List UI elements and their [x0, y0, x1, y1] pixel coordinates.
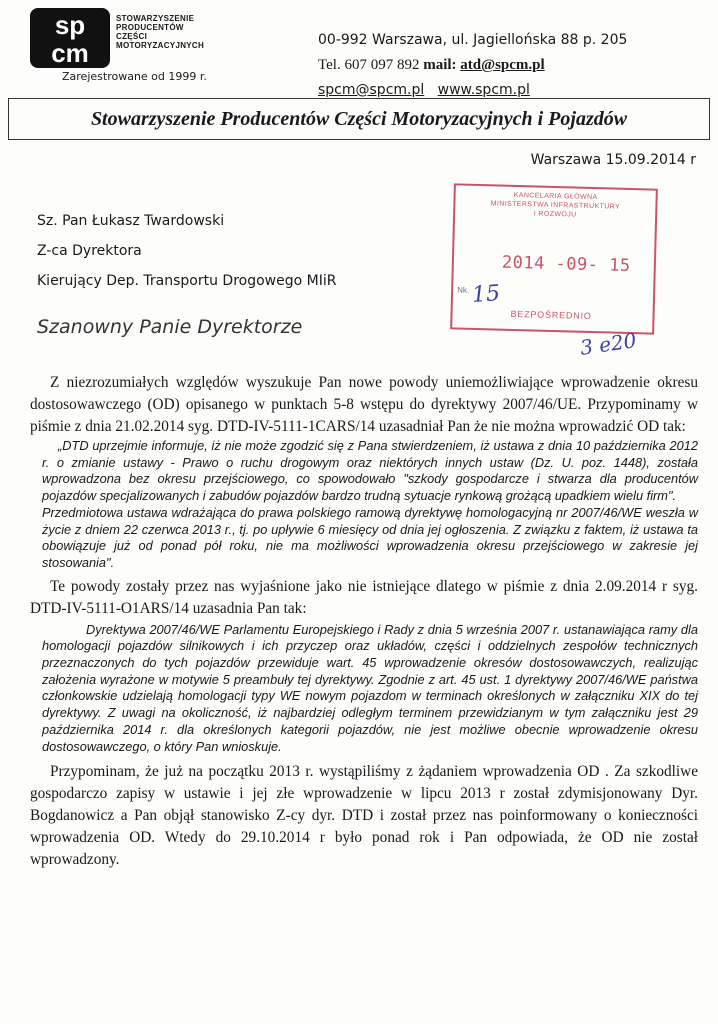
organization-banner [8, 98, 710, 140]
organization-full-name: Stowarzyszenie Producentów Części Motoryzacyjnych i Pojazdów [90, 107, 628, 130]
spcm-logo [30, 8, 110, 68]
body-paragraph-2: Te powody zostały przez nas wyjaśnione jako nie istniejące dlatego w piśmie z dnia 2.09.2014 r syg. DTD-IV-5111-O1ARS/14 uzasadnia Pan tak: [30, 577, 698, 617]
letter-date: Warszawa 15.09.2014 r [530, 152, 696, 168]
quote-1b: Przedmiotowa ustawa wdrażająca do prawa polskiego ramową dyrektywę homologacyjną nr 2007/46/WE weszła w życie z dniem 22 czerwca 2013 r., tj. po upływie 6 miesięcy od dnia jej ogłoszenia. Z związku z faktem, iż ustawa ta obowiązuje już od ponad pół roku, nie ma możliwości wprowadzenia okresu przejściowego w zakresie jej stosowania". [42, 504, 698, 570]
stamp-bottom-text: BEZPOŚREDNIO [510, 308, 592, 322]
logo-wordmark [116, 14, 276, 50]
email-link[interactable]: spcm@spcm.pl [318, 82, 425, 98]
salutation: Szanowny Panie Dyrektorze [37, 316, 303, 338]
body-paragraph-1: Z niezrozumiałych względów wyszukuje Pan nowe powody uniemożliwiające wprowadzenie okresu dostosowawczego (OD) opisanego w punktach 5-8 wstępu do dyrektywy 2007/46/UE. Przypominamy w piśmie z dnia 21.02.2014 syg. DTD-IV-5111-1CARS/14 uzasadniał Pan że nie można wprowadzić OD tak: [30, 374, 698, 435]
received-stamp [450, 183, 658, 334]
handwritten-number: 15 [471, 281, 501, 308]
logo-word-line: PRODUCENTÓW [116, 23, 184, 32]
stamp-header-line: MINISTERSTWA INFRASTRUKTURY [490, 200, 621, 211]
contact-block [318, 28, 678, 103]
addressee-name: Sz. Pan Łukasz Twardowski [37, 213, 225, 229]
phone: Tel. 607 097 892 [318, 57, 420, 73]
stamp-header [455, 189, 656, 221]
mail-label: mail: [423, 57, 457, 73]
addressee-department: Kierujący Dep. Transportu Drogowego MIiR [37, 273, 337, 289]
logo-word-line: MOTORYZACYJNYCH [116, 41, 205, 50]
mail-link[interactable]: atd@spcm.pl [460, 57, 545, 73]
logo-word-line: STOWARZYSZENIE [116, 14, 195, 23]
registration-note: Zarejestrowane od 1999 r. [62, 70, 207, 83]
stamp-date: 2014 -09- 15 [501, 252, 631, 277]
website-link[interactable]: www.spcm.pl [437, 82, 530, 98]
address: 00-992 Warszawa, ul. Jagiellońska 88 p. 205 [318, 32, 628, 48]
letter-body [30, 372, 698, 871]
logo-word-line: CZĘŚCI [116, 32, 148, 41]
stamp-header-line: KANCELARIA GŁÓWNA [513, 191, 598, 202]
stamp-header-line: I ROZWOJU [533, 210, 577, 219]
quote-1a: „DTD uprzejmie informuje, iż nie może zgodzić się z Pana stwierdzeniem, iż ustawa z dnia 10 października 2012 r. o zmianie ustawy - Prawo o ruchu drogowym oraz niektórych innych ustaw (Dz. U. poz. 1448), została wprowadzona bez okresu przejściowego, co spowodowało "szkody gospodarcze i stwarza dla producentów pojazdów specjalizowanych i zabudów pojazdów bardzo trudną sytuacje rynkową grożącą upadkiem wielu firm". [42, 438, 698, 504]
quote-2: Dyrektywa 2007/46/WE Parlamentu Europejskiego i Rady z dnia 5 września 2007 r. ustanawiająca ramy dla homologacji pojazdów silnikowych i ich przyczep oraz układów, części i oddzielnych zespołów technicznych przeznaczonych do tych pojazdów przewiduje wart. 45 wprowadzenie okresów dostosowawczych, realizując założenia wyrażone w motywie 5 preambuły tej dyrektywy. Zgodnie z art. 45 ust. 1 dyrektywy 2007/46/WE państwa członkowskie udzielają homologacji typy WE nowym pojazdom w terminach określonych w załączniku XIX do tej dyrektywy. Z uwagi na okoliczność, iż najbardziej odległym terminem przewidzianym w tym załączniku jest 29 października 2014 r. dla określonych kategorii pojazdów, nie jest możliwe obecnie wprowadzenie okresu dostosowawczego, o który Pan wnioskuje. [42, 621, 698, 754]
svg-text:sp: sp [54, 10, 86, 40]
phone-mail-line [318, 53, 678, 78]
addressee-title: Z-ca Dyrektora [37, 243, 142, 259]
body-paragraph-3: Przypominam, że już na początku 2013 r. wystąpiliśmy z żądaniem wprowadzenia OD . Za szkodliwe gospodarczo zapisy w ustawie i jej złe wprowadzenie w lipcu 2013 r został zdymisjonowany Dyr. Bogdanowicz a Pan objął stanowisko Z-cy dyr. DTD i został przez nas poinformowany o konieczności wprowadzenia OD. Wtedy do 29.10.2014 r było ponad rok i Pan odpowiada, że OD nie został wprowadzony. [30, 763, 698, 869]
stamp-nk-label: Nk. [457, 285, 470, 295]
handwritten-note: 3 e20 [578, 328, 638, 360]
svg-text:cm: cm [51, 38, 89, 68]
